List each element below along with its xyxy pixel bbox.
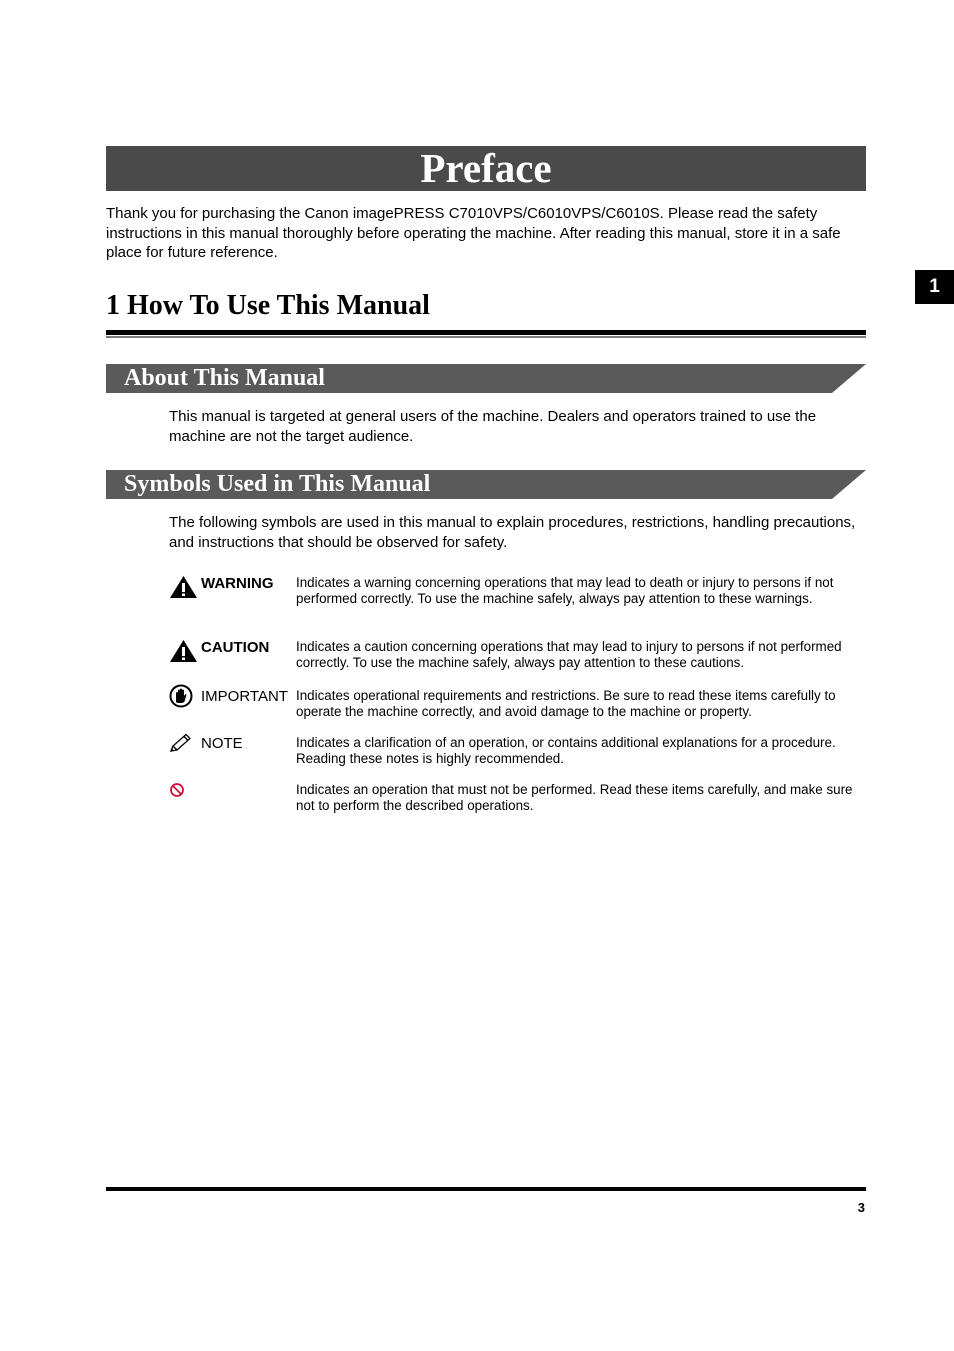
symbol-row-caution — [169, 639, 866, 675]
warning-triangle-icon — [169, 575, 198, 599]
symbol-row-note — [169, 735, 866, 771]
symbol-row-important — [169, 688, 866, 724]
symbol-label: NOTE — [201, 735, 243, 752]
chapter-rule-thin — [106, 336, 866, 338]
title-banner — [106, 146, 866, 191]
symbol-description: Indicates operational requirements and restrictions. Be sure to read these items carefully to operate the machine correctly, and avoid damage to the machine or property. — [296, 688, 836, 719]
footer-rule — [106, 1187, 866, 1191]
symbol-description: Indicates a warning concerning operations that may lead to death or injury to persons if not performed correctly. To use the machine safely, always pay attention to these warnings. — [296, 575, 834, 606]
note-pencil-icon — [169, 733, 193, 753]
caution-triangle-icon — [169, 639, 198, 663]
intro-paragraph: Thank you for purchasing the Canon imagePRESS C7010VPS/C6010VPS/C6010S. Please read the safety instructions in this manual thoroughly before operating the machine. After reading this manual, store it in a safe place for future reference. — [106, 205, 841, 261]
important-hand-icon — [169, 684, 193, 708]
prohibited-icon — [169, 782, 185, 798]
chapter-rule — [106, 330, 866, 335]
symbol-row-prohibited — [169, 782, 866, 818]
symbol-row-warning — [169, 575, 866, 627]
section-heading-symbols: Symbols Used in This Manual — [124, 471, 431, 497]
symbols-intro-paragraph: The following symbols are used in this manual to explain procedures, restrictions, handling precautions, and instructions that should be observed for safety. — [169, 514, 856, 551]
section-banner-symbols — [106, 470, 866, 499]
about-paragraph: This manual is targeted at general users of the machine. Dealers and operators trained to use the machine are not the target audience. — [169, 408, 817, 445]
page-number: 3 — [857, 1200, 865, 1215]
section-heading-about: About This Manual — [124, 365, 325, 391]
symbol-label: WARNING — [201, 575, 274, 592]
symbol-description: Indicates an operation that must not be performed. Read these items carefully, and make sure not to perform the described operations. — [296, 782, 853, 813]
symbol-label: IMPORTANT — [201, 688, 288, 705]
symbol-description: Indicates a caution concerning operations that may lead to injury to persons if not performed correctly. To use the machine safely, always pay attention to these cautions. — [296, 639, 842, 670]
symbol-label: CAUTION — [201, 639, 270, 656]
chapter-heading: 1 How To Use This Manual — [106, 290, 430, 321]
section-banner-about — [106, 364, 866, 393]
page-title: Preface — [420, 145, 552, 191]
symbol-description: Indicates a clarification of an operation, or contains additional explanations for a procedure. Reading these notes is highly recommended. — [296, 735, 836, 766]
chapter-tab: 1 — [915, 270, 954, 304]
